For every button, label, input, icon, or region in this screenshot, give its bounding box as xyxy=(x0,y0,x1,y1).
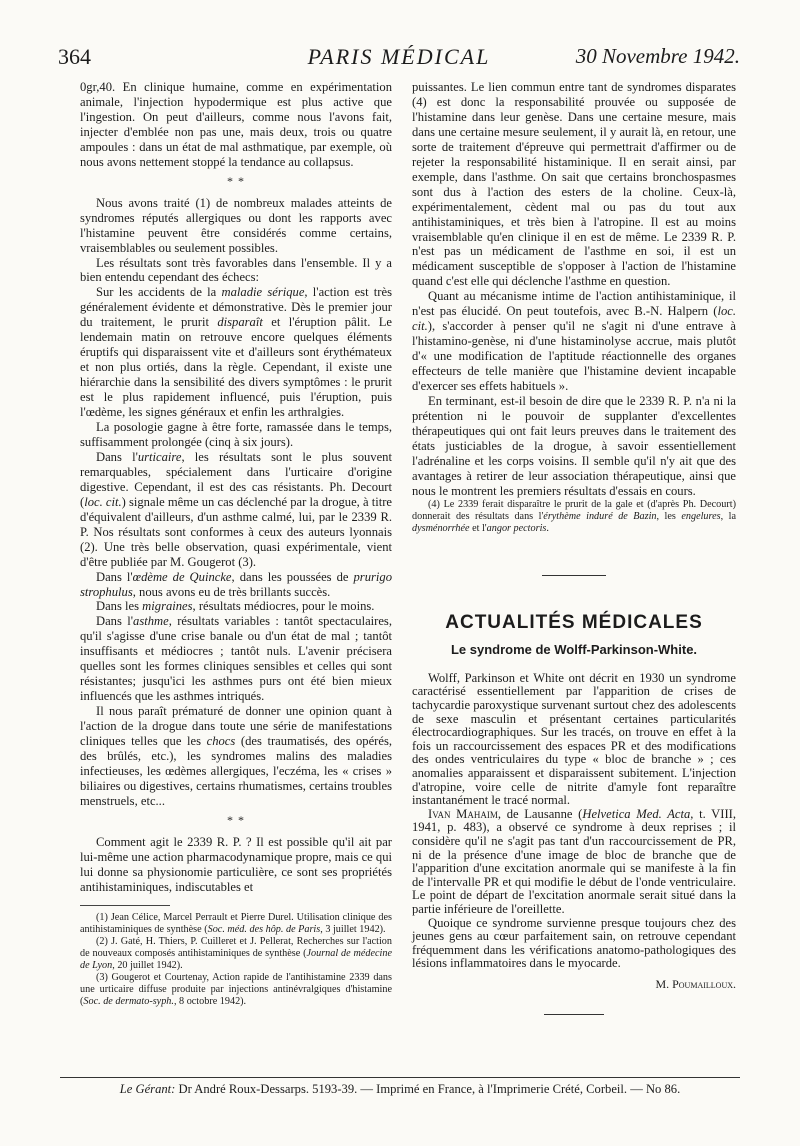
paragraph: En terminant, est-il besoin de dire que le 2339 R. P. n'a ni la prétention ni le pouvoir de supplanter d'excellentes thérapeutiques qui ont fait leurs preuves dans le traitement des états justiciables de la drogue, à savoir essentiellement l'adrénaline et les corps voisins. Il semble qu'il n'y ait que des avantages à retirer de leur association thérapeutique, ainsi que nous le montrent les premiers résultats d'essais en cours. xyxy=(412,394,736,498)
section-divider xyxy=(542,575,606,576)
end-divider xyxy=(544,1014,604,1015)
section-title: ACTUALITÉS MÉDICALES xyxy=(445,611,703,633)
footer-label: Le Gérant: xyxy=(119,1082,176,1096)
paragraph: Ivan Mahaim, de Lausanne (Helvetica Med. Acta, t. VIII, 1941, p. 483), a observé ce syndrome à deux reprises ; il considère qu'il ne s'agit pas tant d'un raccourcissement de PR, ni de la présence d'une image de bloc de branche que de l'apparition d'une excitation anormale qui se manifeste à la fin de l'intervalle PR et qui modifie le début de l'onde ventriculaire. Le point de départ de l'excitation anormale serait situé dans la partie inférieure de l'oreillette. xyxy=(412,806,736,916)
footnote-2: (2) J. Gaté, H. Thiers, P. Cuilleret et J. Pellerat, Recherches sur l'action de nouveaux composés antihistaminiques de synthèse (Journal de médecine de Lyon, 20 juillet 1942). xyxy=(80,935,392,971)
footnote-rule xyxy=(80,905,170,906)
journal-title: PARIS MÉDICAL xyxy=(307,44,491,69)
section-separator-stars: * * xyxy=(227,812,245,827)
paragraph: Dans l'urticaire, les résultats sont le plus souvent remarquables, spécialement dans l'urticaire d'origine digestive. Cependant, il est des cas résistants. Ph. Decourt (loc. cit.) signale même un cas déclenché par la drogue, à titre d'équivalent d'ailleurs, d'un asthme calmé, lui, par le 2339 R. P. Nos résultats sont conformes à ceux des auteurs lyonnais (2). Une très belle observation, quasi expérimentale, vient d'être publiée par M. Gougerot (3). xyxy=(80,449,393,569)
paragraph: La posologie gagne à être forte, ramassée dans le temps, suffisamment prolongée (cinq à six jours). xyxy=(80,420,392,449)
paragraph: 0gr,40. En clinique humaine, comme en expérimentation animale, l'injection hypodermique est plus active que l'ingestion. On peut d'ailleurs, comme nous l'avons fait, injecter d'emblée non pas une, mais deux, trois ou quatre ampoules : dans un état de mal asthmatique, par exemple, où nous avons nettement stoppé la tendance au collapsus. xyxy=(80,80,392,169)
author-signature: M. Poumailloux. xyxy=(655,976,736,991)
paragraph: Sur les accidents de la maladie sérique, l'action est très généralement évidente et démonstrative. Dès le premier jour du traitement, le prurit disparaît et l'éruption pâlit. Le lendemain matin on retrouve encore quelques éléments éruptifs qui disparaissent vite et d'ailleurs sont érythémateux et non plus ortiés, dans la règle. Cependant, il existe une hiérarchie dans la sensibilité des divers symptômes : le prurit est le plus rapidement influencé, puis l'éruption, puis l'œdème, les signes généraux et enfin les arthralgies. xyxy=(80,285,392,420)
left-column xyxy=(80,80,392,1008)
paragraph: Dans l'asthme, résultats variables : tantôt spectaculaires, qu'il s'agisse d'une crise banale ou d'un état de mal ; tantôt insuffisants et médiocres ; tantôt nuls. L'avenir précisera quelles sont les formes cliniques sensibles et celles qui sont résistantes; jusqu'ici les asthmes purs ont été bien mieux influencés que les asthmes intriqués. xyxy=(80,614,392,704)
footnote-3: (3) Gougerot et Courtenay, Action rapide de l'antihistamine 2339 dans une urticaire diffuse produite par injections antinévralgiques d'histamine (Soc. de dermato-syph., 8 octobre 1942). xyxy=(80,972,392,1008)
article-title: Le syndrome de Wolff-Parkinson-White. xyxy=(450,641,698,657)
page-footer xyxy=(60,1082,740,1097)
footnote-1: (1) Jean Célice, Marcel Perrault et Pierre Durel. Utilisation clinique des antihistaminiques de synthèse (Soc. méd. des hôp. de Paris, 3 juillet 1942). xyxy=(80,911,392,935)
footer-text: Dr André Roux-Dessarps. 5193-39. — Imprimé en France, à l'Imprimerie Crété, Corbeil. — No 86. xyxy=(178,1082,681,1096)
paragraph: Dans l'œdème de Quincke, dans les poussées de prurigo strophulus, nous avons eu de très brillants succès. xyxy=(80,569,392,599)
paragraph: Nous avons traité (1) de nombreux malades atteints de syndromes réputés allergiques ou dont les rapports avec l'histamine peuvent être considérés comme certains, vraisemblables ou seulement possibles. xyxy=(80,195,392,255)
article-body xyxy=(412,672,736,1015)
page-header xyxy=(58,44,740,74)
footnote-4: (4) Le 2339 ferait disparaître le prurit de la gale et (d'après Ph. Decourt) donnerait des résultats dans l'érythème induré de Bazin, les engelures, la dysménorrhée et l'angor pectoris. xyxy=(412,498,736,534)
paragraph: Il nous paraît prématuré de donner une opinion quant à l'action de la drogue dans toute une série de manifestations cliniques telles que les chocs (des traumatisés, des opérés, des brûlés, etc.), les syndromes malins des maladies infectieuses, les œdèmes allergiques, l'eczéma, les « crises » biliaires ou digestives, certains rhumatismes, certains troubles menstruels, etc... xyxy=(80,704,392,808)
footnotes xyxy=(80,905,392,1009)
page-number: 364 xyxy=(58,44,91,69)
issue-date: 30 Novembre 1942. xyxy=(575,44,740,68)
paragraph: Dans les migraines, résultats médiocres, pour le moins. xyxy=(96,599,375,614)
right-column xyxy=(412,80,736,1015)
paragraph: Quoique ce syndrome survienne presque toujours chez des jeunes gens au cœur parfaitement sain, on retrouve cependant fréquemment dans les vérifications anatomo-pathologiques des lésions inflammatoires dans le myocarde. xyxy=(412,915,736,971)
paragraph: puissantes. Le lien commun entre tant de syndromes disparates (4) est donc la responsabilité prouvée ou supposée de l'histamine dans leur genèse. Dans une certaine mesure, mais dans une certaine mesure seulement, il y aurait là, en retour, une sorte de traitement d'épreuve qui permettrait d'affirmer ou de rejeter la responsabilité histaminique. Il en serait ainsi, par exemple, dans l'asthme. On sait que certains bronchospasmes sont dus à l'action des esters de la choline. Ceux-là, expérimentalement, cèdent mal ou pas du tout aux antihistaminiques, et très bien à l'atropine. Il est au moins vraisemblable qu'en clinique il en est de même. Le 2339 R. P. n'est pas un médicament de l'asthme en soi, il est un médicament susceptible de s'opposer à l'action de l'histamine quand c'est elle qui déclenche l'asthme en question. xyxy=(412,80,736,289)
paragraph: Comment agit le 2339 R. P. ? Il est possible qu'il ait par lui-même une action pharmacodynamique propre, mais ce qui lui donne sa physionomie particulière, ce sont ses propriétés antihistaminiques, indiscutables et xyxy=(80,834,392,894)
paragraph: Wolff, Parkinson et White ont décrit en 1930 un syndrome caractérisé essentiellement par l'apparition de crises de tachycardie paroxystique survenant surtout chez des adolescents de sexe masculin et présentant certaines particularités électrocardiographiques. Sur les tracés, on trouve en effet à la fois un raccourcissement des espaces PR et des modifications des ondes ventriculaires du type « bloc de branche » ; ces anomalies apparaissent et disparaissent subitement. L'injection d'atropine, voire celle de nitrite d'amyle font reparaître instantanément le tracé normal. xyxy=(412,670,736,808)
section-separator-stars: * * xyxy=(227,173,245,188)
footer-rule xyxy=(60,1077,740,1078)
paragraph: Les résultats sont très favorables dans l'ensemble. Il y a bien entendu cependant des échecs: xyxy=(80,255,392,285)
paragraph: Quant au mécanisme intime de l'action antihistaminique, il n'est pas élucidé. On peut toutefois, avec B.-N. Halpern (loc. cit.), s'accorder à penser qu'il ne s'agit ni d'une entrave à l'histamino-genèse, ni d'une histaminolyse accrue, mais plutôt d'« une modification de l'aptitude réactionnelle des organes effecteurs de telle manière que l'histamine devient incapable d'exercer ses effets habituels ». xyxy=(412,289,736,394)
